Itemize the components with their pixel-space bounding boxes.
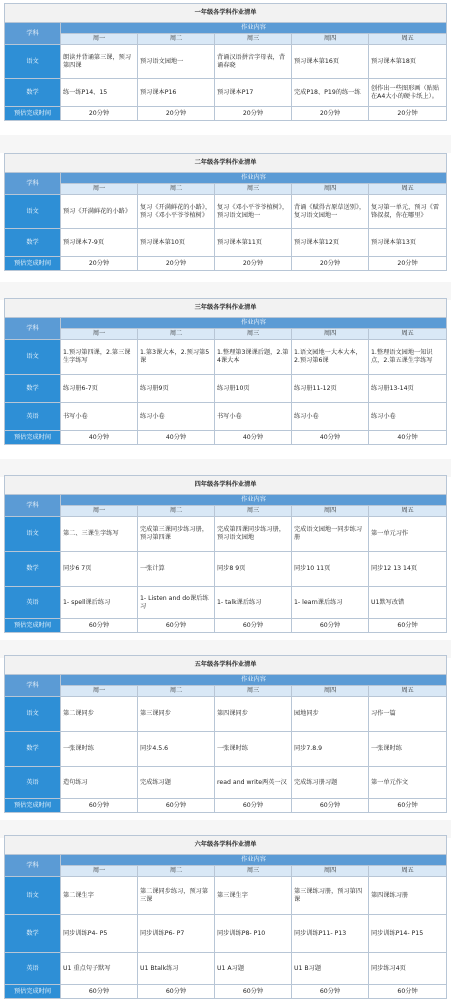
- content-header: 作业内容: [61, 23, 447, 34]
- grade-section-2: [4, 153, 446, 271]
- homework-cell: 练习小卷: [138, 403, 215, 431]
- day-header: 周五: [369, 34, 447, 45]
- day-header: 周五: [369, 866, 447, 877]
- homework-cell: 同步训练P8- P10: [215, 915, 292, 953]
- section-gap: [0, 135, 451, 153]
- homework-cell: 预习课本第13页: [369, 229, 447, 257]
- day-header: 周四: [292, 686, 369, 697]
- homework-cell: 同步10 11页: [292, 552, 369, 587]
- subject-row: [5, 375, 447, 403]
- time-cell: 60分钟: [138, 799, 215, 813]
- subject-row: [5, 552, 447, 587]
- time-label: 预估完成时间: [5, 619, 61, 633]
- content-header: 作业内容: [61, 495, 447, 506]
- subject-header: 学科: [5, 173, 61, 195]
- homework-cell: 书写小卷: [215, 403, 292, 431]
- homework-cell: 第二课同步: [61, 697, 138, 732]
- homework-cell: 预习课本7-9页: [61, 229, 138, 257]
- day-header: 周三: [215, 866, 292, 877]
- time-cell: 40分钟: [138, 431, 215, 445]
- time-cell: 60分钟: [292, 799, 369, 813]
- homework-cell: 同步8 9页: [215, 552, 292, 587]
- homework-cell: 习作一篇: [369, 697, 447, 732]
- homework-cell: 背诵《赋得古原草送别》，复习语文园地一: [292, 195, 369, 229]
- homework-cell: 同步训练P4- P5: [61, 915, 138, 953]
- homework-cell: 1- learn课后练习: [292, 587, 369, 619]
- content-header: 作业内容: [61, 675, 447, 686]
- time-cell: 60分钟: [138, 985, 215, 999]
- homework-cell: 同步12 13 14页: [369, 552, 447, 587]
- homework-cell: 第一单元习作: [369, 517, 447, 552]
- homework-cell: 练一练P14、15: [61, 79, 138, 107]
- homework-cell: U1 Btalk练习: [138, 953, 215, 985]
- homework-cell: 背诵汉语拼音字母表，背诵春晓: [215, 45, 292, 79]
- day-header: 周三: [215, 184, 292, 195]
- homework-cell: 同步训练P14- P15: [369, 915, 447, 953]
- subject-row: [5, 403, 447, 431]
- grade-section-3: [4, 298, 446, 445]
- homework-cell: 造句练习: [61, 767, 138, 799]
- homework-cell: 预习课本第12页: [292, 229, 369, 257]
- day-header: 周二: [138, 329, 215, 340]
- grade-section-1: [4, 3, 446, 121]
- time-cell: 60分钟: [369, 619, 447, 633]
- homework-cell: 预习课本第11页: [215, 229, 292, 257]
- homework-cell: 1.语文园地一大本大本，2.预习第6课: [292, 340, 369, 375]
- day-header: 周二: [138, 34, 215, 45]
- subject-row: [5, 732, 447, 767]
- homework-cell: 第三课练习册，预习第四课: [292, 877, 369, 915]
- subject-row: [5, 340, 447, 375]
- time-cell: 60分钟: [292, 985, 369, 999]
- day-header: 周一: [61, 34, 138, 45]
- time-cell: 60分钟: [215, 619, 292, 633]
- homework-cell: 预习语文园地一: [138, 45, 215, 79]
- subject-label: 英语: [5, 587, 61, 619]
- content-header: 作业内容: [61, 855, 447, 866]
- homework-cell: 练习小卷: [292, 403, 369, 431]
- homework-cell: 一张课时练: [369, 732, 447, 767]
- homework-cell: 预习课本第10页: [138, 229, 215, 257]
- subject-row: [5, 767, 447, 799]
- content-header: 作业内容: [61, 318, 447, 329]
- homework-cell: U1 重点句子默写: [61, 953, 138, 985]
- subject-header: 学科: [5, 675, 61, 697]
- subject-row: [5, 195, 447, 229]
- subject-label: 数学: [5, 375, 61, 403]
- subject-label: 英语: [5, 953, 61, 985]
- subject-label: 语文: [5, 195, 61, 229]
- subject-row: [5, 79, 447, 107]
- day-header: 周一: [61, 329, 138, 340]
- homework-cell: U1 B习题: [292, 953, 369, 985]
- subject-row: [5, 45, 447, 79]
- homework-table: [4, 835, 447, 999]
- homework-table: [4, 475, 447, 633]
- day-header: 周四: [292, 329, 369, 340]
- homework-cell: 同步6 7页: [61, 552, 138, 587]
- homework-cell: 一张课时练: [61, 732, 138, 767]
- table-title: 三年级各学科作业清单: [5, 299, 447, 318]
- time-cell: 60分钟: [61, 799, 138, 813]
- homework-cell: 练习册6-7页: [61, 375, 138, 403]
- homework-cell: 第二课同步练习，预习第三课: [138, 877, 215, 915]
- day-header: 周五: [369, 184, 447, 195]
- homework-cell: 书写小卷: [61, 403, 138, 431]
- subject-header: 学科: [5, 23, 61, 45]
- homework-cell: 复习《邓小平爷爷植树》，预习语文园地一: [215, 195, 292, 229]
- subject-label: 语文: [5, 517, 61, 552]
- day-header: 周三: [215, 329, 292, 340]
- homework-cell: 1.整理第3课课后题，2.第4课大本: [215, 340, 292, 375]
- homework-cell: 预习《开满鲜花的小路》: [61, 195, 138, 229]
- time-label: 预估完成时间: [5, 799, 61, 813]
- homework-cell: 1.第3课大本，2.预习第5课: [138, 340, 215, 375]
- time-cell: 60分钟: [369, 985, 447, 999]
- time-cell: 20分钟: [292, 107, 369, 121]
- homework-cell: 练习册10页: [215, 375, 292, 403]
- subject-row: [5, 587, 447, 619]
- homework-cell: 第二、三课生字练写: [61, 517, 138, 552]
- day-header: 周一: [61, 686, 138, 697]
- homework-cell: 完成第四课同步练习册，预习语文园地: [215, 517, 292, 552]
- time-cell: 60分钟: [292, 619, 369, 633]
- day-header: 周五: [369, 506, 447, 517]
- homework-cell: 1.整理语文园地一知识点，2.第五课生字练写: [369, 340, 447, 375]
- day-header: 周二: [138, 686, 215, 697]
- subject-label: 数学: [5, 732, 61, 767]
- homework-cell: 复习第一单元，预习《雷锋叔叔，你在哪里》: [369, 195, 447, 229]
- homework-cell: 第四课练习册: [369, 877, 447, 915]
- homework-cell: 第四课同步: [215, 697, 292, 732]
- time-cell: 40分钟: [292, 431, 369, 445]
- day-header: 周三: [215, 34, 292, 45]
- homework-cell: 练习册9页: [138, 375, 215, 403]
- time-cell: 60分钟: [369, 799, 447, 813]
- subject-label: 数学: [5, 552, 61, 587]
- homework-cell: 练习册11-12页: [292, 375, 369, 403]
- homework-cell: 复习《开满鲜花的小路》，预习《邓小平爷爷植树》: [138, 195, 215, 229]
- time-cell: 20分钟: [61, 107, 138, 121]
- homework-table: [4, 3, 447, 121]
- day-header: 周四: [292, 506, 369, 517]
- time-cell: 20分钟: [61, 257, 138, 271]
- subject-header: 学科: [5, 495, 61, 517]
- day-header: 周三: [215, 686, 292, 697]
- subject-row: [5, 517, 447, 552]
- day-header: 周二: [138, 184, 215, 195]
- homework-cell: 1.预习第四课，2.第三课生字练写: [61, 340, 138, 375]
- table-title: 一年级各学科作业清单: [5, 4, 447, 23]
- subject-label: 数学: [5, 915, 61, 953]
- time-label: 预估完成时间: [5, 985, 61, 999]
- homework-cell: 预习课本P16: [138, 79, 215, 107]
- homework-cell: 预习课本P17: [215, 79, 292, 107]
- homework-cell: read and write两英一汉: [215, 767, 292, 799]
- subject-label: 英语: [5, 403, 61, 431]
- homework-cell: 完成P18、P19的练一练: [292, 79, 369, 107]
- homework-cell: 一张计算: [138, 552, 215, 587]
- homework-table: [4, 153, 447, 271]
- homework-cell: 1- Listen and do课后练习: [138, 587, 215, 619]
- time-cell: 20分钟: [292, 257, 369, 271]
- homework-cell: U1默写改错: [369, 587, 447, 619]
- subject-row: [5, 697, 447, 732]
- time-cell: 20分钟: [138, 257, 215, 271]
- time-cell: 20分钟: [369, 257, 447, 271]
- homework-cell: 园地同步: [292, 697, 369, 732]
- day-header: 周一: [61, 184, 138, 195]
- time-cell: 60分钟: [215, 799, 292, 813]
- homework-cell: 完成练习册习题: [292, 767, 369, 799]
- homework-cell: 创作出一些图形画（贴贴在A4大小的硬卡纸上）。: [369, 79, 447, 107]
- time-cell: 40分钟: [61, 431, 138, 445]
- homework-cell: 一张课时练: [215, 732, 292, 767]
- day-header: 周一: [61, 506, 138, 517]
- homework-cell: 第二课生字: [61, 877, 138, 915]
- day-header: 周五: [369, 329, 447, 340]
- time-label: 预估完成时间: [5, 107, 61, 121]
- homework-cell: 预习课本第18页: [369, 45, 447, 79]
- time-cell: 20分钟: [138, 107, 215, 121]
- grade-section-6: [4, 835, 446, 999]
- day-header: 周四: [292, 866, 369, 877]
- day-header: 周三: [215, 506, 292, 517]
- homework-cell: 第三课生字: [215, 877, 292, 915]
- day-header: 周五: [369, 686, 447, 697]
- grade-section-5: [4, 655, 446, 813]
- day-header: 周一: [61, 866, 138, 877]
- time-cell: 40分钟: [369, 431, 447, 445]
- homework-cell: 同步训练P6- P7: [138, 915, 215, 953]
- homework-cell: 1- spell课后练习: [61, 587, 138, 619]
- day-header: 周二: [138, 506, 215, 517]
- homework-cell: 完成练习题: [138, 767, 215, 799]
- homework-cell: 练习小卷: [369, 403, 447, 431]
- time-cell: 20分钟: [215, 107, 292, 121]
- subject-header: 学科: [5, 855, 61, 877]
- subject-row: [5, 915, 447, 953]
- subject-row: [5, 953, 447, 985]
- homework-cell: 同步4.5.6: [138, 732, 215, 767]
- homework-cell: 第三课同步: [138, 697, 215, 732]
- homework-cell: 预习课本第16页: [292, 45, 369, 79]
- day-header: 周四: [292, 184, 369, 195]
- subject-row: [5, 877, 447, 915]
- day-header: 周二: [138, 866, 215, 877]
- content-header: 作业内容: [61, 173, 447, 184]
- homework-cell: 同步7.8.9: [292, 732, 369, 767]
- subject-header: 学科: [5, 318, 61, 340]
- subject-row: [5, 229, 447, 257]
- homework-cell: 朗读并背诵第三课，预习第四课: [61, 45, 138, 79]
- time-cell: 60分钟: [61, 619, 138, 633]
- homework-table: [4, 298, 447, 445]
- grade-section-4: [4, 475, 446, 633]
- homework-cell: 同步训练P11- P13: [292, 915, 369, 953]
- time-cell: 60分钟: [138, 619, 215, 633]
- time-label: 预估完成时间: [5, 431, 61, 445]
- subject-label: 语文: [5, 45, 61, 79]
- table-title: 六年级各学科作业清单: [5, 836, 447, 855]
- homework-cell: 同步练习4页: [369, 953, 447, 985]
- subject-label: 数学: [5, 229, 61, 257]
- time-cell: 40分钟: [215, 431, 292, 445]
- subject-label: 语文: [5, 697, 61, 732]
- day-header: 周四: [292, 34, 369, 45]
- homework-cell: U1 A习题: [215, 953, 292, 985]
- time-label: 预估完成时间: [5, 257, 61, 271]
- subject-label: 英语: [5, 767, 61, 799]
- time-cell: 60分钟: [61, 985, 138, 999]
- time-cell: 20分钟: [215, 257, 292, 271]
- subject-label: 语文: [5, 340, 61, 375]
- homework-cell: 1- talk课后练习: [215, 587, 292, 619]
- homework-table: [4, 655, 447, 813]
- subject-label: 语文: [5, 877, 61, 915]
- homework-cell: 第一单元作文: [369, 767, 447, 799]
- homework-cell: 完成语文园地一同步练习册: [292, 517, 369, 552]
- time-cell: 20分钟: [369, 107, 447, 121]
- homework-cell: 练习册13-14页: [369, 375, 447, 403]
- time-cell: 60分钟: [215, 985, 292, 999]
- table-title: 二年级各学科作业清单: [5, 154, 447, 173]
- table-title: 四年级各学科作业清单: [5, 476, 447, 495]
- table-title: 五年级各学科作业清单: [5, 656, 447, 675]
- subject-label: 数学: [5, 79, 61, 107]
- homework-cell: 完成第三课同步练习册，预习第四课: [138, 517, 215, 552]
